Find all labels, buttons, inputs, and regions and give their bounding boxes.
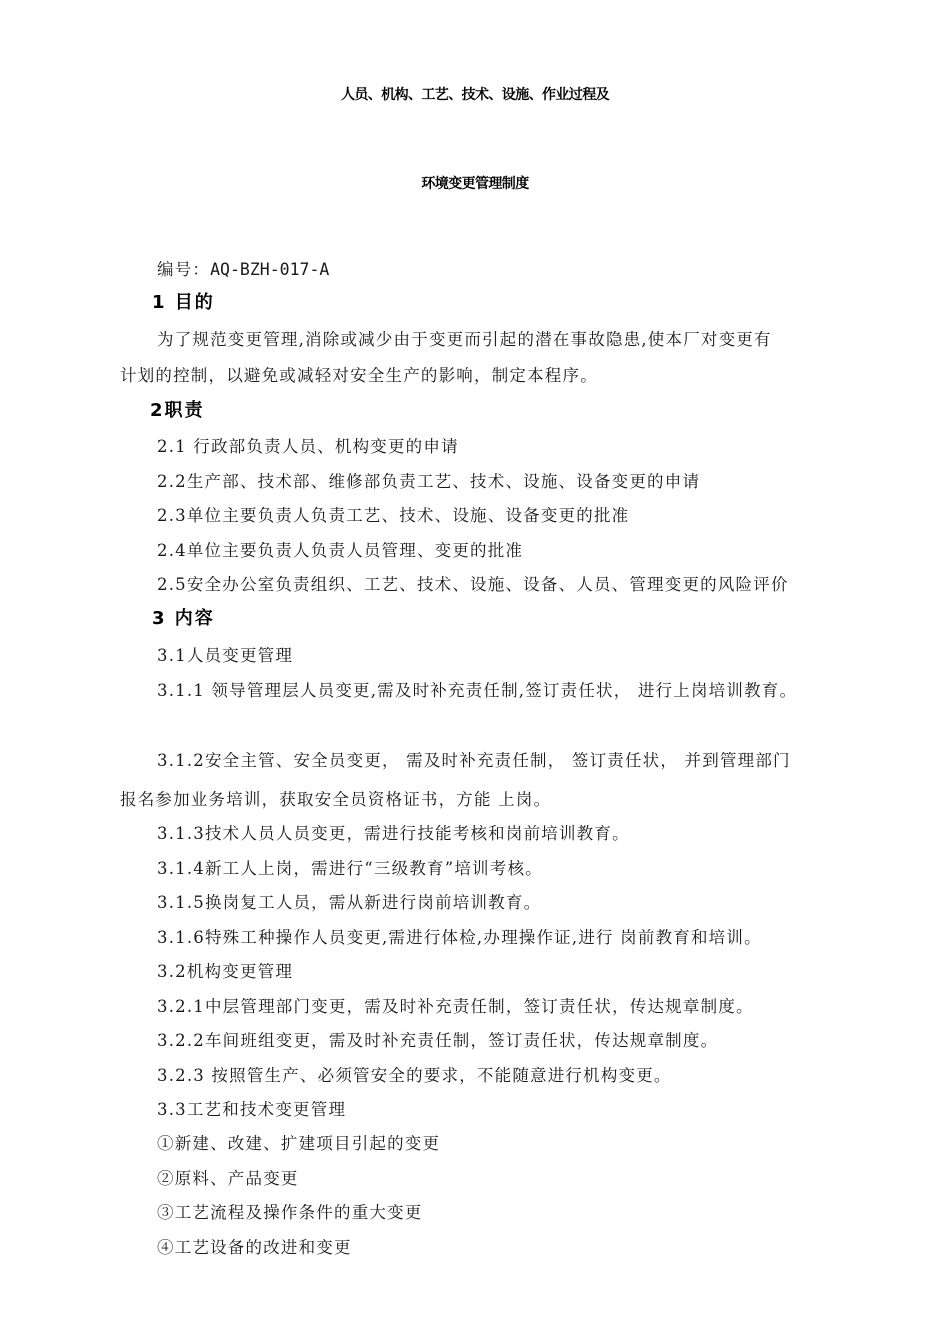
section-3-1-5: 3.1.5换岗复工人员，需从新进行岗前培训教育。 xyxy=(157,893,542,912)
section-3-2-3: 3.2.3 按照管生产、必须管安全的要求，不能随意进行机构变更。 xyxy=(157,1066,672,1085)
section-2-item: 2.2生产部、技术部、维修部负责工艺、技术、设施、设备变更的申请 xyxy=(157,472,701,491)
section-3-1-1: 3.1.1 领导管理层人员变更,需及时补充责任制,签订责任状， 进行上岗培训教育。 xyxy=(157,681,798,700)
section-2-item: 2.3单位主要负责人负责工艺、技术、设施、设备变更的批准 xyxy=(157,506,630,525)
section-3-1-2-line-1: 3.1.2安全主管、安全员变更， 需及时补充责任制， 签订责任状， 并到管理部门 xyxy=(157,751,791,770)
document-code-value: AQ-BZH-017-A xyxy=(210,260,330,279)
document-title-line-2: 环境变更管理制度 xyxy=(421,176,529,192)
section-3-1-3: 3.1.3技术人员人员变更，需进行技能考核和岗前培训教育。 xyxy=(157,824,630,843)
section-1-paragraph-line-1: 为了规范变更管理,消除或减少由于变更而引起的潜在事故隐患,使本厂对变更有 xyxy=(157,330,772,349)
section-3-1-2-line-2: 报名参加业务培训，获取安全员资格证书，方能 上岗。 xyxy=(120,790,552,809)
section-3-3-item: ③工艺流程及操作条件的重大变更 xyxy=(157,1203,423,1222)
document-code-label: 编号： xyxy=(157,260,211,279)
section-3-3-item: ④工艺设备的改进和变更 xyxy=(157,1238,352,1257)
section-3-3-item: ①新建、改建、扩建项目引起的变更 xyxy=(157,1134,441,1153)
section-3-2-2: 3.2.2车间班组变更，需及时补充责任制，签订责任状，传达规章制度。 xyxy=(157,1031,719,1050)
section-3-2-title: 3.2机构变更管理 xyxy=(157,962,294,981)
section-2-item: 2.5安全办公室负责组织、工艺、技术、设施、设备、人员、管理变更的风险评价 xyxy=(157,575,789,594)
section-3-3-title: 3.3工艺和技术变更管理 xyxy=(157,1100,347,1119)
section-3-3-item: ②原料、产品变更 xyxy=(157,1169,299,1188)
section-3-1-6: 3.1.6特殊工种操作人员变更,需进行体检,办理操作证,进行 岗前教育和培训。 xyxy=(157,928,762,947)
section-3-1-4: 3.1.4新工人上岗，需进行“三级教育”培训考核。 xyxy=(157,859,543,878)
section-1-heading: 1 目的 xyxy=(152,292,215,313)
document-title-line-1: 人员、机构、工艺、技术、设施、作业过程及 xyxy=(341,87,609,103)
section-2-item: 2.1 行政部负责人员、机构变更的申请 xyxy=(157,437,459,456)
section-3-2-1: 3.2.1中层管理部门变更，需及时补充责任制，签订责任状，传达规章制度。 xyxy=(157,997,754,1016)
section-2-heading: 2职责 xyxy=(150,400,205,421)
section-3-1-title: 3.1人员变更管理 xyxy=(157,646,294,665)
section-2-item: 2.4单位主要负责人负责人员管理、变更的批准 xyxy=(157,541,524,560)
document-code xyxy=(157,256,329,280)
section-1-paragraph-line-2: 计划的控制，以避免或减轻对安全生产的影响，制定本程序。 xyxy=(120,366,598,385)
section-3-heading: 3 内容 xyxy=(152,608,215,629)
